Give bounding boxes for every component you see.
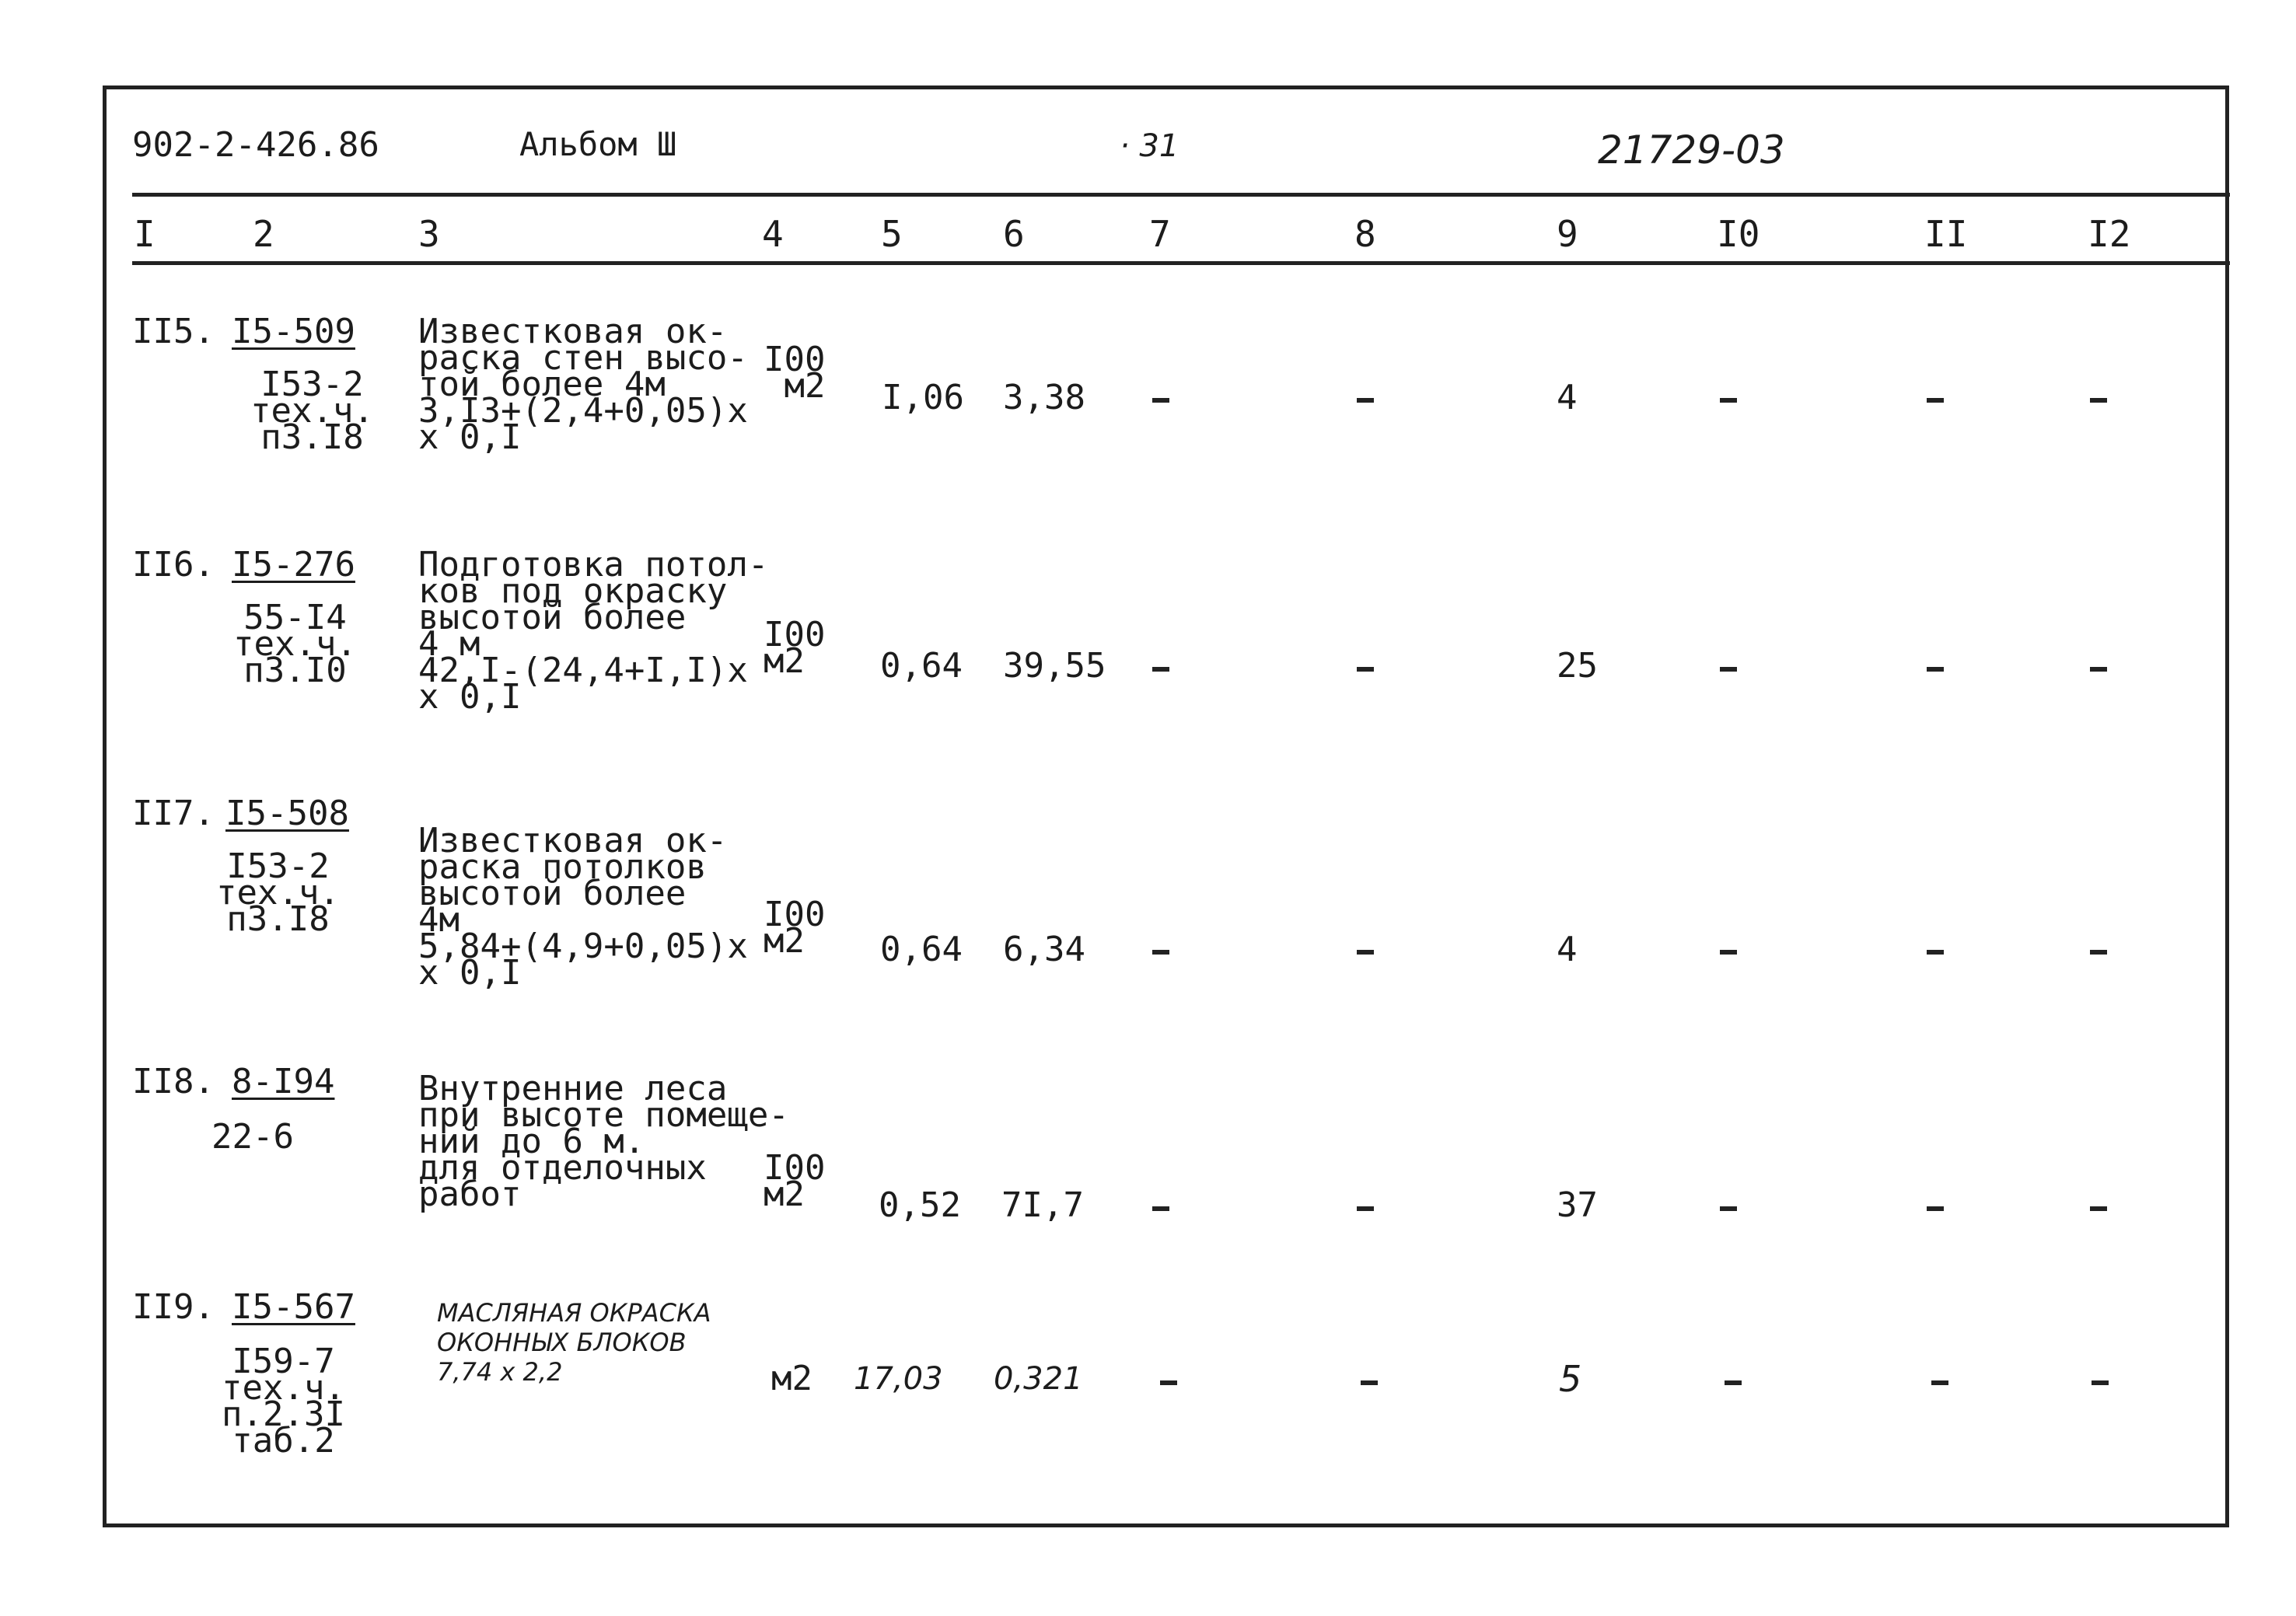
norm-code: 8-I94 xyxy=(232,1062,335,1101)
col5-value: I,06 xyxy=(882,378,964,417)
col10-dash xyxy=(1720,667,1737,672)
album-label: Альбом Ш xyxy=(519,125,677,163)
column-header-5: 5 xyxy=(881,213,903,255)
work-description: Известковая ок- раска стен высо- той более 4м 3,I3+(2,4+0,05)х х 0,I xyxy=(418,312,748,457)
col8-dash xyxy=(1357,1206,1374,1211)
col6-value: 39,55 xyxy=(1003,646,1106,686)
row-number: II8. xyxy=(132,1062,215,1101)
page-number: · 31 xyxy=(1120,128,1179,164)
col8-dash xyxy=(1357,398,1374,403)
col6-value: 7I,7 xyxy=(1001,1185,1084,1225)
norm-reference: I59-7 тех.ч. п.2.3I таб.2 xyxy=(222,1342,345,1461)
col5-value: 0,64 xyxy=(880,646,963,686)
norm-reference: I53-2 тех.ч. п3.I8 xyxy=(250,365,374,457)
col9-value: 4 xyxy=(1557,378,1578,417)
norm-reference: I53-2 тех.ч. п3.I8 xyxy=(216,846,340,939)
col8-dash xyxy=(1361,1380,1378,1385)
col10-dash xyxy=(1720,950,1737,955)
page-frame xyxy=(103,86,2229,1527)
row-number: II5. xyxy=(132,312,215,351)
col6-value: 0,321 xyxy=(994,1361,1083,1397)
col12-dash xyxy=(2090,1206,2107,1211)
row-number: II9. xyxy=(132,1287,215,1327)
col8-dash xyxy=(1357,950,1374,955)
norm-code: I5-508 xyxy=(225,794,349,833)
row-number: II6. xyxy=(132,545,215,585)
col10-dash xyxy=(1725,1380,1742,1385)
col6-value: 3,38 xyxy=(1003,378,1085,417)
col7-dash xyxy=(1152,1206,1169,1211)
col5-value: 0,52 xyxy=(879,1185,961,1225)
header-divider xyxy=(132,193,2230,197)
col11-dash xyxy=(1927,950,1944,955)
col11-dash xyxy=(1927,398,1944,403)
col11-dash xyxy=(1931,1380,1948,1385)
row-number: II7. xyxy=(132,794,215,833)
column-header-3: 3 xyxy=(418,213,440,255)
column-header-6: 6 xyxy=(1003,213,1025,255)
column-header-11: II xyxy=(1924,213,1968,255)
col7-dash xyxy=(1152,950,1169,955)
col5-value: 17,03 xyxy=(854,1361,943,1397)
column-header-7: 7 xyxy=(1149,213,1171,255)
col10-dash xyxy=(1720,1206,1737,1211)
norm-reference: 22-6 xyxy=(211,1117,294,1157)
col11-dash xyxy=(1927,1206,1944,1211)
column-header-2: 2 xyxy=(253,213,274,255)
norm-code: I5-567 xyxy=(232,1287,355,1327)
norm-code: I5-509 xyxy=(232,312,355,351)
column-header-10: I0 xyxy=(1717,213,1760,255)
column-header-1: I xyxy=(134,213,156,255)
column-header-12: I2 xyxy=(2088,213,2131,255)
col12-dash xyxy=(2090,950,2107,955)
unit: I00 м2 xyxy=(764,615,826,681)
work-description: Внутренние леса при высоте помеще- ний до 6 м. для отделочных работ xyxy=(418,1069,789,1214)
col8-dash xyxy=(1357,667,1374,672)
col7-dash xyxy=(1152,398,1169,403)
sheet-number: 21729-03 xyxy=(1598,127,1785,173)
col9-value: 25 xyxy=(1557,646,1598,686)
col9-value: 5 xyxy=(1559,1358,1582,1400)
col10-dash xyxy=(1720,398,1737,403)
col9-value: 37 xyxy=(1557,1185,1598,1225)
work-description-handwritten: МАСЛЯНАЯ ОКРАСКА ОКОННЫХ БЛОКОВ 7,74 х 2,2 xyxy=(437,1298,711,1387)
unit: I00 м2 xyxy=(764,1148,826,1214)
norm-code: I5-276 xyxy=(232,545,355,585)
col12-dash xyxy=(2090,398,2107,403)
unit: м2 xyxy=(771,1359,813,1398)
col12-dash xyxy=(2090,667,2107,672)
column-header-8: 8 xyxy=(1354,213,1376,255)
work-description: Известковая ок- раска потолков высотой более 4м 5,84+(4,9+0,05)х х 0,I xyxy=(418,821,748,993)
unit: I00 м2 xyxy=(764,340,826,406)
column-header-4: 4 xyxy=(762,213,784,255)
col7-dash xyxy=(1160,1380,1177,1385)
unit: I00 м2 xyxy=(764,895,826,961)
col5-value: 0,64 xyxy=(880,930,963,969)
columns-divider xyxy=(132,261,2230,265)
document-code: 902-2-426.86 xyxy=(132,125,379,165)
norm-reference: 55-I4 тех.ч. п3.I0 xyxy=(233,598,357,690)
col6-value: 6,34 xyxy=(1003,930,1085,969)
col11-dash xyxy=(1927,667,1944,672)
col7-dash xyxy=(1152,667,1169,672)
col9-value: 4 xyxy=(1557,930,1578,969)
column-header-9: 9 xyxy=(1557,213,1578,255)
col12-dash xyxy=(2092,1380,2109,1385)
work-description: Подготовка потол- ков под окраску высотой более 4 м 42,I-(24,4+I,I)х х 0,I xyxy=(418,545,769,717)
